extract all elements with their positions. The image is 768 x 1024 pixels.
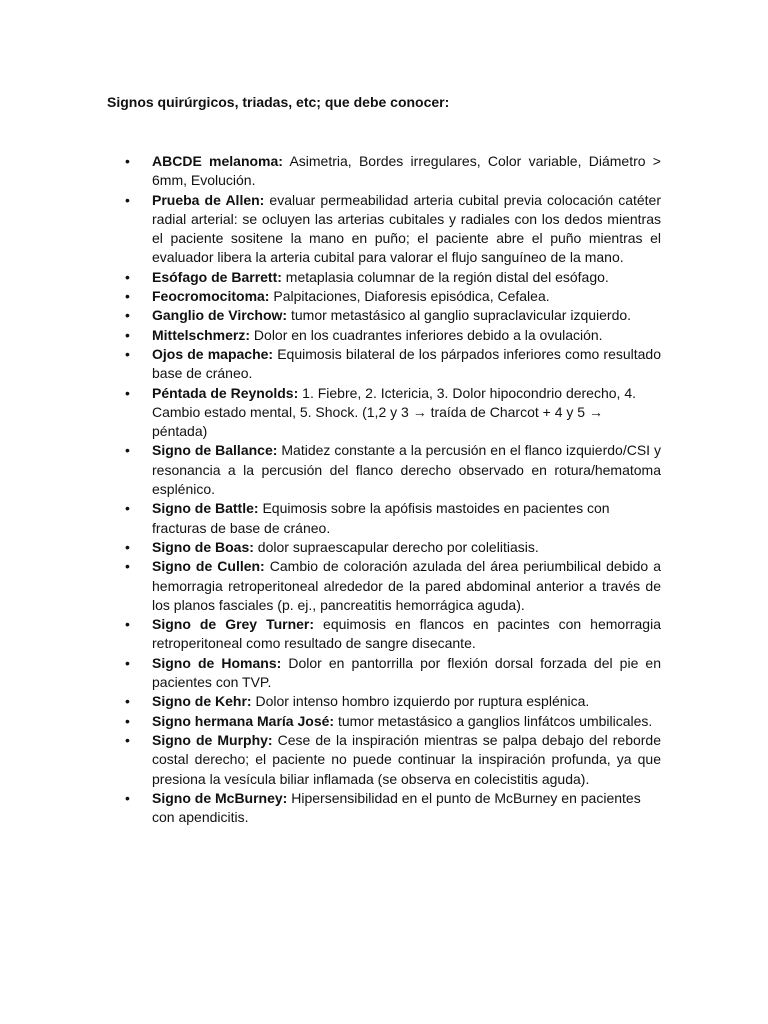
item-text: metaplasia columnar de la región distal del esófago.: [281, 268, 609, 285]
bullet-icon: •: [125, 731, 130, 748]
item-term: Péntada de Reynolds:: [152, 384, 299, 401]
bullet-icon: •: [125, 654, 130, 671]
item-text: Dolor intenso hombro izquierdo por ruptura esplénica.: [251, 693, 590, 710]
item-term: Signo de McBurney:: [152, 789, 288, 806]
list-item-abcde-melanoma: [125, 152, 661, 191]
item-term: Ojos de mapache:: [152, 345, 274, 362]
bullet-icon: •: [125, 500, 130, 517]
list-item-signo-de-ballance: [125, 441, 662, 499]
item-text: Palpitaciones, Diaforesis episódica, Cefalea.: [269, 288, 550, 305]
bullet-icon: •: [125, 384, 130, 401]
list-item-esofago-de-barrett: [125, 268, 661, 287]
bullet-icon: •: [125, 288, 130, 305]
item-term: Signo de Kehr:: [152, 693, 252, 710]
bullet-icon: •: [125, 538, 130, 555]
item-term: Prueba de Allen:: [152, 191, 265, 208]
item-text: Matidez constante a la percusión en el flanco izquierdo/CSI y resonancia a la percusión del flanco derecho observado en rotura/hematoma esplénico.: [152, 442, 662, 498]
item-term: Feocromocitoma:: [152, 288, 270, 305]
item-text: Dolor en los cuadrantes inferiores debido a la ovulación.: [250, 326, 603, 343]
item-text: 1. Fiebre, 2. Ictericia, 3. Dolor hipocondrio derecho, 4. Cambio estado mental, 5. Shock. (1,2 y 3 → traída de Charcot + 4 y 5 → péntada): [152, 384, 636, 440]
list-item-signo-de-cullen: [125, 557, 661, 615]
bullet-icon: •: [125, 558, 130, 575]
item-term: Signo de Battle:: [152, 500, 259, 517]
list-item-signo-de-battle: [125, 499, 661, 538]
list-item-signo-de-boas: [125, 538, 661, 557]
item-text: tumor metastásico a ganglios linfátcos umbilicales.: [334, 712, 653, 729]
list-item-pentada-de-reynolds: [125, 384, 661, 442]
item-term: Mittelschmerz:: [152, 326, 251, 343]
item-text: tumor metastásico al ganglio supraclavicular izquierdo.: [287, 307, 632, 324]
item-term: Esófago de Barrett:: [152, 268, 282, 285]
item-text: Equimosis bilateral de los párpados inferiores como resultado base de cráneo.: [152, 345, 661, 382]
bullet-icon: •: [125, 789, 130, 806]
item-term: Ganglio de Virchow:: [152, 307, 288, 324]
list-item-signo-de-grey-turner: [125, 615, 661, 654]
item-text: equimosis en flancos en pacintes con hemorragia retroperitoneal como resultado de sangre disecante.: [152, 616, 661, 652]
list-item-prueba-de-allen: [125, 191, 662, 268]
list-item-ojos-de-mapache: [125, 345, 661, 384]
bullet-icon: •: [125, 712, 130, 729]
bullet-icon: •: [125, 191, 130, 208]
signs-list: [125, 152, 662, 827]
item-text: dolor supraescapular derecho por colelitiasis.: [253, 538, 539, 555]
item-term: Signo de Grey Turner:: [152, 616, 315, 633]
item-text: Dolor en pantorrilla por flexión dorsal forzada del pie en pacientes con TVP.: [152, 654, 661, 691]
list-item-mittelschmerz: [125, 326, 661, 345]
item-text: Cese de la inspiración mientras se palpa debajo del reborde costal derecho; el paciente no puede continuar la inspiración profunda, ya que presiona la vesícula biliar inflamada (se observa en colecistitis aguda).: [152, 731, 661, 787]
bullet-icon: •: [125, 326, 130, 343]
list-item-feocromocitoma: [125, 287, 661, 306]
item-term: Signo de Boas:: [152, 538, 254, 555]
item-text: Hipersensibilidad en el punto de McBurney en pacientes con apendicitis.: [152, 789, 641, 826]
item-term: ABCDE melanoma:: [152, 153, 283, 169]
item-term: Signo de Cullen:: [152, 558, 265, 575]
bullet-icon: •: [125, 693, 130, 710]
bullet-icon: •: [125, 616, 130, 633]
item-term: Signo hermana María José:: [152, 712, 335, 729]
bullet-icon: •: [125, 307, 130, 324]
list-item-signo-de-kehr: [125, 692, 661, 711]
list-item-signo-hermana-maria-jose: [125, 712, 661, 731]
item-text: Cambio de coloración azulada del área periumbilical debido a hemorragia retroperitoneal alrededor de la pared abdominal anterior a través de los planos fasciales (p. ej., pancreatitis hemorrágica aguda).: [152, 558, 661, 613]
list-item-signo-de-mcburney: [125, 789, 661, 828]
list-item-ganglio-de-virchow: [125, 306, 661, 325]
item-text: evaluar permeabilidad arteria cubital previa colocación catéter radial arterial: se ocluyen las arterias cubitales y radiales con los dedos mientras el paciente sositene la mano en puño; el paciente abre el puño mientras el evaluador libera la arteria cubital para valorar el flujo sanguíneo de la mano.: [152, 191, 662, 266]
bullet-icon: •: [125, 153, 130, 169]
list-item-signo-de-murphy: [125, 731, 661, 789]
item-term: Signo de Murphy:: [152, 731, 273, 748]
bullet-icon: •: [125, 442, 130, 459]
item-term: Signo de Homans:: [152, 654, 282, 671]
item-text: Equimosis sobre la apófisis mastoides en pacientes con fracturas de base de cráneo.: [152, 500, 610, 536]
item-term: Signo de Ballance:: [152, 442, 278, 459]
document-heading: Signos quirúrgicos, triadas, etc; que debe conocer:: [107, 94, 450, 110]
bullet-icon: •: [125, 268, 130, 285]
item-text: Asimetria, Bordes irregulares, Color variable, Diámetro > 6mm, Evolución.: [152, 153, 661, 189]
list-item-signo-de-homans: [125, 654, 661, 693]
bullet-icon: •: [125, 345, 130, 362]
